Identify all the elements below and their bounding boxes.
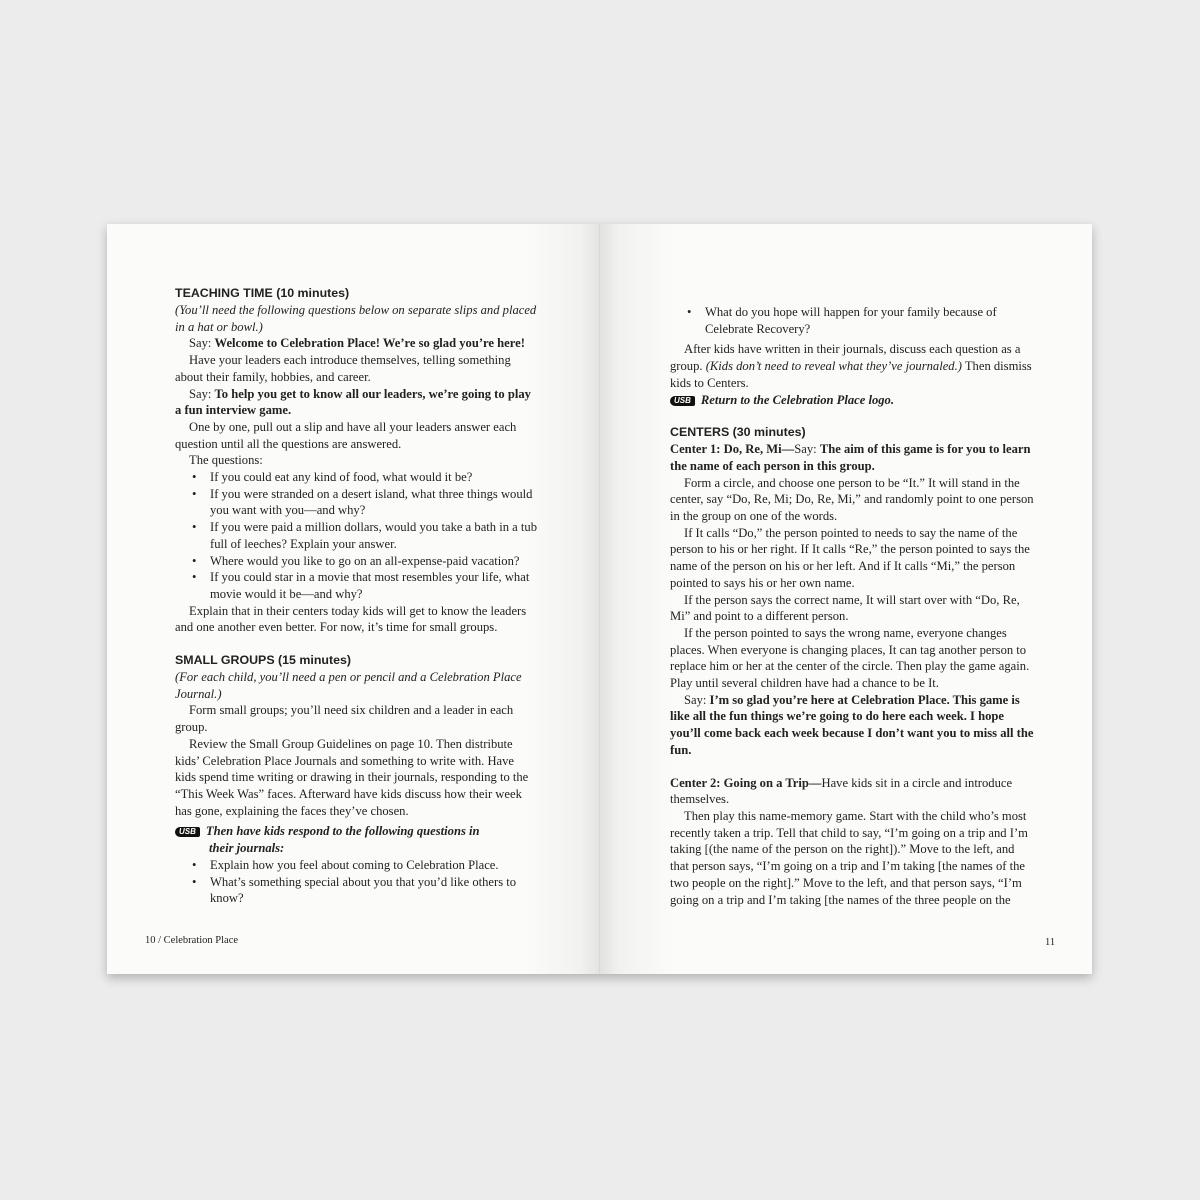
center-2-text: Have kids sit in a circle and introduce themselves.: [670, 775, 1013, 807]
list-item: • If you could star in a movie that most resembles your life, what movie would it be—and why?: [210, 569, 537, 602]
say-label: Say:: [684, 692, 710, 707]
correct-name-paragraph: If the person says the correct name, It will start over with “Do, Re, Mi” and point to a different person.: [670, 592, 1020, 624]
interview-questions-list: [175, 469, 537, 603]
usb-instruction-text: Then have kids respond to the following questions in: [205, 824, 480, 839]
small-groups-heading: SMALL GROUPS (15 minutes): [175, 653, 352, 668]
open-booklet: [107, 224, 1092, 974]
page-footer-right: 11: [1045, 937, 1056, 948]
usb-icon: USB: [670, 396, 695, 406]
center-1-say-text: The aim of this game is for you to learn the name of each person in this group.: [670, 442, 1031, 473]
center-1-intro: [670, 441, 1036, 474]
wrong-name-paragraph: If the person pointed to says the wrong name, everyone changes places. When everyone is changing places, It can tag another person to replace him or her at the center of the circle. Then play the game again. Play until several children have had a chance to be It.: [670, 625, 1030, 691]
explain-paragraph: Explain that in their centers today kids will get to know the leaders and one another even better. For now, it’s time for small groups.: [175, 603, 527, 635]
right-page-content: [670, 304, 1036, 908]
say-interview: [175, 386, 537, 419]
list-item: • If you could eat any kind of food, what would it be?: [210, 469, 537, 486]
centers-heading: CENTERS (30 minutes): [670, 425, 806, 440]
page-footer-left: 10 / Celebration Place: [145, 935, 239, 946]
say-interview-text: To help you get to know all our leaders, we’re going to play a fun interview game.: [175, 386, 531, 418]
say-label: Say:: [189, 386, 215, 401]
say-label: Say:: [189, 336, 215, 351]
list-item: • Explain how you feel about coming to Celebration Place.: [210, 857, 537, 874]
left-page: [107, 224, 600, 974]
teaching-time-note: (You’ll need the following questions below on separate slips and placed in a hat or bowl.): [175, 303, 537, 334]
center-1-title: Center 1: Do, Re, Mi—: [670, 442, 795, 457]
after-journals-note: (Kids don’t need to reveal what they’ve journaled.): [705, 359, 962, 374]
say-glad: [670, 692, 1036, 759]
center-2-title: Center 2: Going on a Trip—: [670, 775, 822, 790]
say-label: Say:: [794, 442, 820, 457]
list-item: • What’s something special about you that you’d like others to know?: [210, 874, 537, 907]
journal-questions-list: [175, 857, 537, 907]
form-circle-paragraph: Form a circle, and choose one person to be “It.” It will stand in the center, say “Do, Re, Mi; Do, Re, Mi,” and randomly point to one person in the group on one of the words.: [670, 475, 1034, 524]
say-welcome-text: Welcome to Celebration Place! We’re so glad you’re here!: [214, 336, 525, 351]
say-welcome: [175, 335, 537, 352]
leaders-intro-paragraph: Have your leaders each introduce themselves, telling something about their family, hobbies, and career.: [175, 353, 511, 384]
family-questions-list: [670, 304, 1036, 337]
usb-icon: USB: [175, 827, 200, 837]
usb-return-instruction: [670, 392, 1036, 409]
one-by-one-paragraph: One by one, pull out a slip and have all your leaders answer each question until all the questions are answered.: [175, 419, 517, 451]
usb-instruction: [175, 823, 537, 856]
review-guidelines-paragraph: Review the Small Group Guidelines on page 10. Then distribute kids’ Celebration Place Journals and something to write with. Have kids spend time writing or drawing in their journals, responding to the “This Week Was” faces. Afterward have kids discuss how their week has gone, explaining the faces they’ve chosen.: [175, 736, 529, 818]
list-item: • If you were stranded on a desert island, what three things would you want with you—and why?: [210, 486, 537, 519]
trip-game-paragraph: Then play this name-memory game. Start with the child who’s most recently taken a trip. Tell that child to say, “I’m going on a trip and I’m taking [(the name of the person on the right]).” Move to the left, and that person says, “I’m going on a trip and I’m taking [the names of the two people on the right].” Move to the left, and that person says, “I’m going on a trip and I’m taking [the names of the three people on the: [670, 808, 1028, 907]
after-journals-paragraph: [670, 341, 1036, 391]
after-journals-text-end: Then dismiss kids to Centers.: [670, 359, 1032, 390]
usb-instruction-text-cont: their journals:: [209, 841, 285, 856]
usb-return-text: Return to the Celebration Place logo.: [700, 392, 894, 407]
form-groups-paragraph: Form small groups; you’ll need six children and a leader in each group.: [175, 703, 514, 735]
it-calls-paragraph: If It calls “Do,” the person pointed to needs to say the name of the person to his or her right. If It calls “Re,” the person pointed to says the name of the person on his or her left. And if It calls “Mi,” the person pointed to says his or her own name.: [670, 525, 1030, 590]
right-page: [600, 224, 1092, 974]
questions-label: The questions:: [189, 453, 263, 468]
list-item: • What do you hope will happen for your family because of Celebrate Recovery?: [705, 304, 1036, 337]
left-page-content: [175, 285, 537, 907]
list-item: • Where would you like to go on an all-expense-paid vacation?: [210, 553, 537, 570]
say-glad-text: I’m so glad you’re here at Celebration Place. This game is like all the fun things we’re going to do here each week. I hope you’ll come back each week because I don’t want you to miss all the fun.: [670, 692, 1034, 757]
small-groups-note: (For each child, you’ll need a pen or pencil and a Celebration Place Journal.): [175, 670, 522, 701]
center-2-intro: [670, 775, 1036, 808]
list-item: • If you were paid a million dollars, would you take a bath in a tub full of leeches? Explain your answer.: [210, 519, 537, 552]
teaching-time-heading: TEACHING TIME (10 minutes): [175, 286, 350, 300]
after-journals-text: After kids have written in their journals, discuss each question as a group.: [670, 342, 1021, 374]
